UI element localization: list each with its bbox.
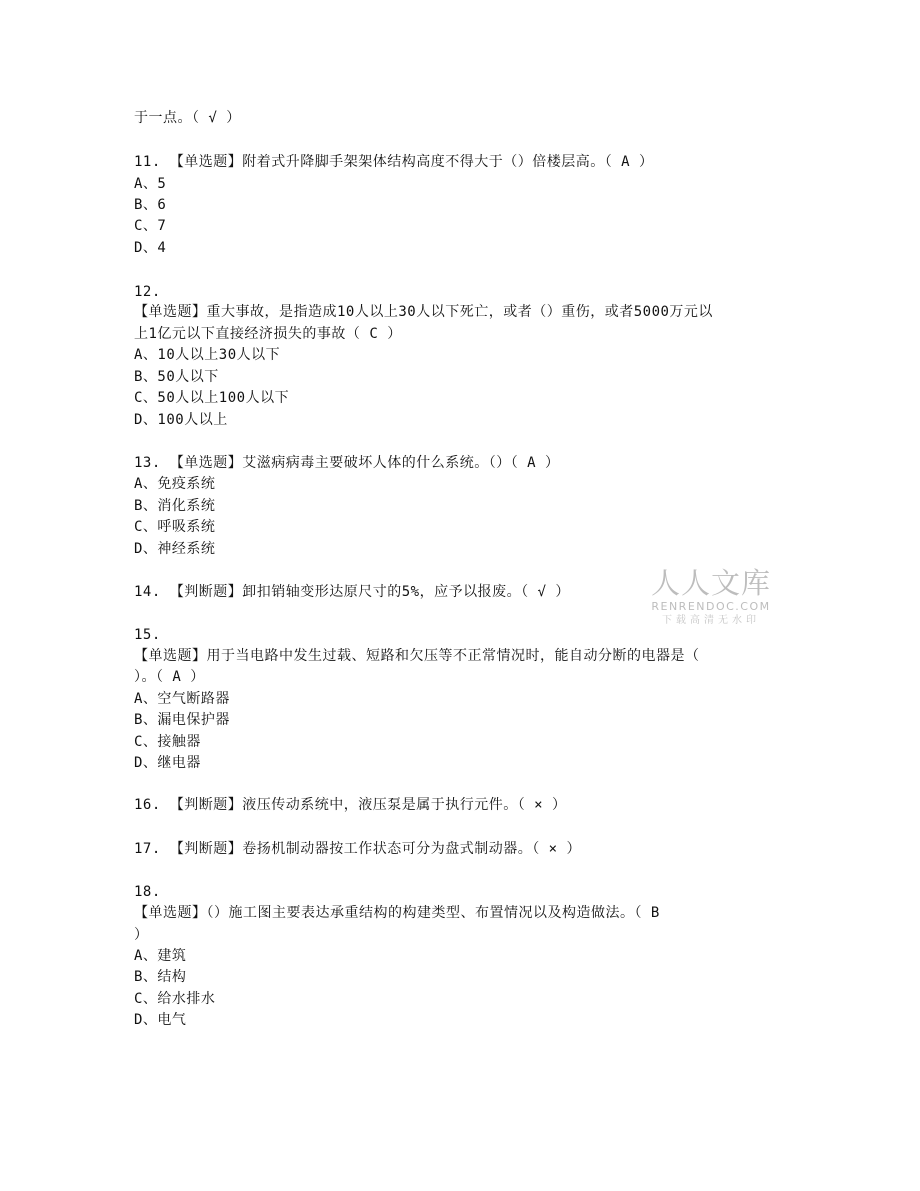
option-b: B、消化系统 [134, 498, 216, 514]
option-b: B、50人以下 [134, 369, 219, 385]
option-d: D、继电器 [134, 755, 201, 771]
watermark-logo: 人人文库 [650, 566, 771, 600]
option-a: A、建筑 [134, 948, 187, 964]
question-12-cont: 上1亿元以下直接经济损失的事故（ C ） [134, 326, 402, 342]
question-18-cont: ） [134, 927, 149, 943]
option-d: D、电气 [134, 1012, 187, 1028]
option-b: B、漏电保护器 [134, 712, 230, 728]
option-d: D、100人以上 [134, 412, 228, 428]
text-line: 于一点。（ √ ） [134, 110, 241, 126]
watermark [648, 566, 774, 629]
option-a: A、10人以上30人以下 [134, 347, 281, 363]
question-12: 【单选题】重大事故，是指造成10人以上30人以下死亡，或者（）重伤，或者5000万元以 [134, 304, 713, 320]
question-11: 11. 【单选题】附着式升降脚手架架体结构高度不得大于（）倍楼层高。（ A ） [134, 154, 654, 170]
option-a: A、免疫系统 [134, 476, 216, 492]
option-b: B、结构 [134, 969, 187, 985]
option-c: C、50人以上100人以下 [134, 390, 290, 406]
option-d: D、神经系统 [134, 541, 216, 557]
option-a: A、5 [134, 176, 167, 192]
option-c: C、呼吸系统 [134, 519, 216, 535]
option-d: D、4 [134, 240, 167, 256]
watermark-domain: RENRENDOC.COM [651, 600, 771, 613]
question-15: 【单选题】用于当电路中发生过载、短路和欠压等不正常情况时，能自动分断的电器是（ [134, 648, 700, 664]
question-15-cont: ）。（ A ） [134, 669, 205, 685]
question-17: 17. 【判断题】卷扬机制动器按工作状态可分为盘式制动器。（ × ） [134, 841, 581, 857]
option-c: C、7 [134, 218, 167, 234]
question-18: 【单选题】（）施工图主要表达承重结构的构建类型、布置情况以及构造做法。（ B [134, 905, 660, 921]
option-c: C、接触器 [134, 734, 201, 750]
option-c: C、给水排水 [134, 991, 216, 1007]
question-13: 13. 【单选题】艾滋病病毒主要破坏人体的什么系统。（）（ A ） [134, 455, 560, 471]
question-14: 14. 【判断题】卸扣销轴变形达原尺寸的5%，应予以报废。（ √ ） [134, 584, 570, 600]
question-18-number: 18. [134, 884, 161, 900]
watermark-slogan: 下载高清无水印 [662, 615, 760, 626]
question-16: 16. 【判断题】液压传动系统中，液压泵是属于执行元件。（ × ） [134, 797, 567, 813]
question-12-number: 12. [134, 284, 161, 300]
option-b: B、6 [134, 197, 167, 213]
question-15-number: 15. [134, 627, 161, 643]
option-a: A、空气断路器 [134, 691, 230, 707]
